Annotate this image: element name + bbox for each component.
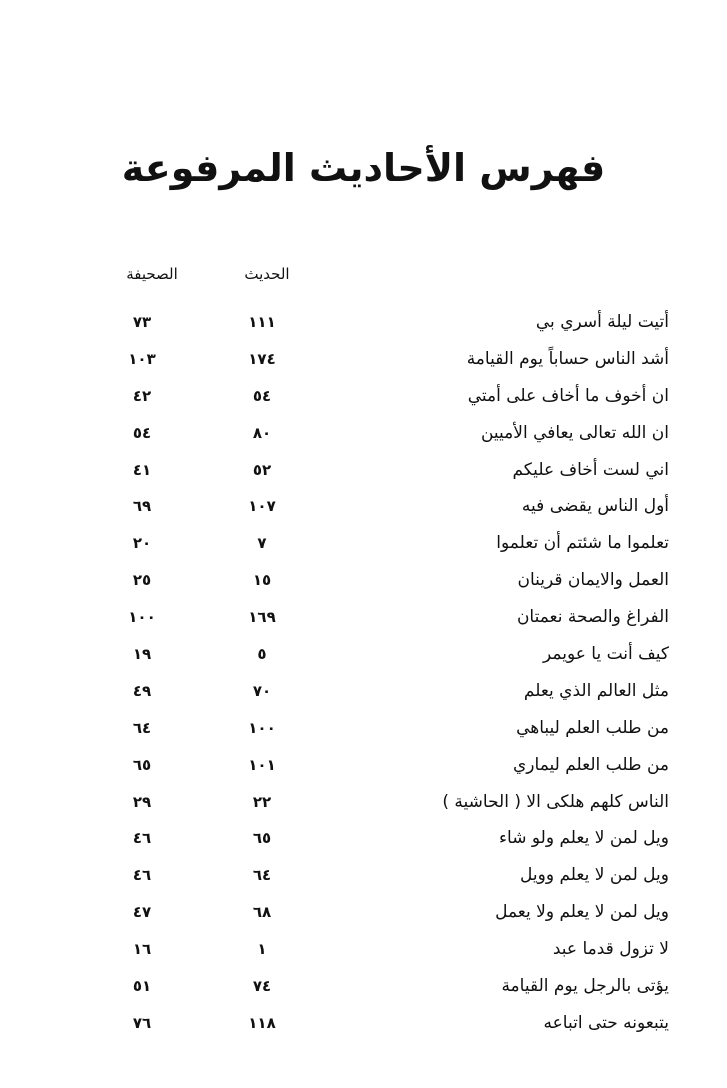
index-row: [0, 673, 727, 710]
hadith-number: ٥٤: [252, 386, 272, 405]
hadith-text: ويل لمن لا يعلم ولو شاء: [499, 828, 669, 849]
hadith-number: ٦٨: [252, 903, 272, 922]
index-row: [0, 488, 727, 525]
column-header-hadith: الحديث: [244, 265, 290, 283]
index-row: [0, 857, 727, 894]
hadith-number: ٨٠: [252, 423, 272, 442]
hadith-number: ١: [257, 940, 267, 959]
hadith-number: ١٦٩: [248, 608, 276, 627]
index-row: [0, 1005, 727, 1042]
index-row: [0, 636, 727, 673]
hadith-number: ١١٨: [248, 1013, 276, 1032]
page-number: ٥٤: [132, 423, 152, 442]
hadith-number: ١٠١: [248, 755, 276, 774]
page-number: ٦٥: [132, 755, 152, 774]
column-header-page: الصحيفة: [126, 265, 178, 283]
index-row: [0, 341, 727, 378]
hadith-text: اني لست أخاف عليكم: [512, 459, 669, 480]
index-row: [0, 710, 727, 747]
hadith-number: ٥: [257, 645, 267, 664]
hadith-number: ٧٤: [252, 977, 272, 996]
page-number: ٧٣: [132, 313, 152, 331]
page-number: ٤٦: [132, 866, 152, 885]
hadith-number: ٥٢: [252, 460, 272, 479]
index-row: [0, 525, 727, 562]
hadith-number: ١١١: [248, 313, 276, 331]
hadith-text: الناس كلهم هلكى الا ( الحاشية ): [442, 791, 669, 812]
index-row: [0, 968, 727, 1005]
hadith-number: ٧٠: [252, 681, 272, 700]
index-row: [0, 784, 727, 821]
hadith-number: ١٠٠: [248, 718, 276, 737]
page-number: ٤٢: [132, 386, 152, 405]
index-row: [0, 599, 727, 636]
index-row: [0, 378, 727, 415]
page-number: ٥١: [132, 977, 152, 996]
page-number: ١٠٣: [128, 349, 156, 368]
hadith-number: ٦٤: [252, 866, 272, 885]
page-number: ٢٥: [132, 571, 152, 590]
page-number: ٢٩: [132, 792, 152, 811]
hadith-text: الفراغ والصحة نعمتان: [516, 607, 669, 628]
hadith-number: ١٠٧: [248, 497, 276, 516]
index-row: [0, 452, 727, 489]
hadith-text: ويل لمن لا يعلم ولا يعمل: [495, 902, 669, 923]
index-row: [0, 894, 727, 931]
hadith-text: تعلموا ما شئتم أن تعلموا: [496, 533, 669, 554]
hadith-number: ١٧٤: [248, 349, 276, 368]
page-number: ١٩: [132, 645, 152, 664]
index-list: [0, 304, 727, 1042]
hadith-text: كيف أنت يا عويمر: [543, 644, 669, 665]
hadith-number: ٢٢: [252, 792, 272, 811]
hadith-text: ان أخوف ما أخاف على أمتي: [467, 385, 669, 406]
page-number: ٦٤: [132, 718, 152, 737]
hadith-text: أشد الناس حساباً يوم القيامة: [466, 348, 669, 369]
hadith-text: يتبعونه حتى اتباعه: [543, 1012, 669, 1033]
page-number: ٤٩: [132, 681, 152, 700]
page-number: ٧٦: [132, 1013, 152, 1032]
index-row: [0, 415, 727, 452]
hadith-text: من طلب العلم ليماري: [513, 754, 669, 775]
hadith-number: ١٥: [252, 571, 272, 590]
page-number: ٤٧: [132, 903, 152, 922]
hadith-number: ٧: [257, 534, 267, 553]
index-row: [0, 304, 727, 341]
page-number: ٤٦: [132, 829, 152, 848]
hadith-text: يؤتى بالرجل يوم القيامة: [501, 976, 669, 997]
page-title: فهرس الأحاديث المرفوعة: [121, 146, 606, 190]
hadith-text: أول الناس يقضى فيه: [521, 496, 669, 517]
hadith-text: ان الله تعالى يعافي الأميين: [480, 422, 669, 443]
page-number: ١٠٠: [128, 608, 156, 627]
page-number: ١٦: [132, 940, 152, 959]
hadith-text: العمل والايمان قرينان: [517, 570, 669, 591]
hadith-text: ويل لمن لا يعلم وويل: [520, 865, 669, 886]
index-row: [0, 562, 727, 599]
hadith-text: مثل العالم الذي يعلم: [523, 680, 669, 701]
index-row: [0, 931, 727, 968]
page-number: ٤١: [132, 460, 152, 479]
index-row: [0, 820, 727, 857]
hadith-number: ٦٥: [252, 829, 272, 848]
page-number: ٦٩: [132, 497, 152, 516]
page-number: ٢٠: [132, 534, 152, 553]
hadith-text: من طلب العلم ليباهي: [516, 717, 669, 738]
index-row: [0, 747, 727, 784]
hadith-text: أتيت ليلة أسري بي: [535, 312, 669, 332]
hadith-text: لا تزول قدما عبد: [552, 939, 669, 960]
